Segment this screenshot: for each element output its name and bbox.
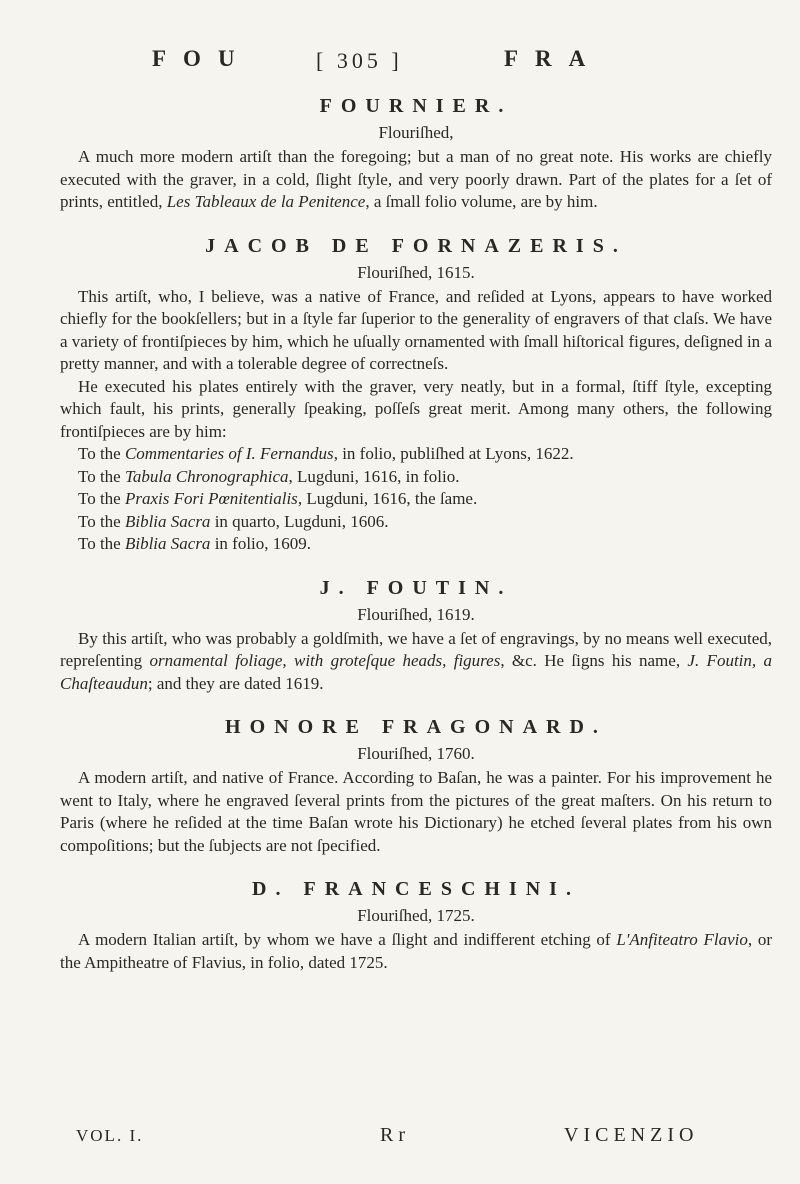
body-paragraph (60, 929, 772, 974)
page-number: [ 305 ] (316, 48, 403, 73)
artist-name-heading: D. FRANCESCHINI. (252, 878, 580, 900)
italic-title: Les Tableaux de la Penitence (166, 192, 366, 211)
running-head-left: FOU (152, 46, 252, 71)
artist-entry (60, 713, 772, 857)
text-run: To the (78, 534, 125, 553)
text-run: ; and they are dated 1619. (147, 673, 324, 693)
text-run: To the (78, 489, 125, 508)
works-list-item (60, 511, 772, 534)
text-run: To the (78, 444, 125, 463)
body-paragraph (60, 767, 772, 857)
works-list-item (60, 488, 772, 511)
italic-title: J. Foutin, a Chaſteaudun (60, 651, 772, 693)
running-head (0, 40, 800, 80)
body-paragraph (60, 628, 772, 696)
catchword: VICENZIO (564, 1124, 699, 1146)
text-run: , Lugduni, 1616, in folio. (288, 466, 460, 486)
italic-title: Commentaries of I. Fernandus (124, 444, 334, 463)
works-list-item (60, 443, 772, 466)
page-body (60, 92, 772, 974)
text-run: , &c. He ſigns his name, (500, 651, 688, 670)
italic-title: Tabula Chronographica (124, 466, 289, 486)
works-list-item (60, 466, 772, 489)
text-run: , a ſmall folio volume, are by him. (365, 192, 598, 211)
volume-label: VOL. I. (76, 1126, 144, 1145)
text-run: , or the Ampitheatre of Flavius, in folio, dated 1725. (60, 930, 772, 972)
signature-mark: R r (380, 1124, 405, 1146)
text-run: By this artiſt, who was probably a goldſmith, we have a ſet of engravings, by no means well executed, repreſenting (60, 628, 772, 670)
flourished-date: Flouriſhed, 1760. (357, 744, 475, 763)
works-list-item (60, 533, 772, 556)
text-run: He executed his plates entirely with the graver, very neatly, but in a formal, ſtiff ſtyle, excepting which fault, his prints, generally ſpeaking, poſſeſs great merit. Among many others, the following frontiſpieces are by him: (60, 376, 772, 441)
artist-entry (60, 574, 772, 696)
artist-name-heading: FOURNIER. (319, 95, 513, 117)
works-list (60, 443, 772, 556)
artist-name-heading: HONORE FRAGONARD. (225, 716, 607, 738)
text-run: A modern Italian artiſt, by whom we have a ſlight and indifferent etching of (78, 930, 617, 949)
flourished-date: Flouriſhed, 1615. (357, 262, 475, 282)
text-run: A modern artiſt, and native of France. According to Baſan, he was a painter. For his improvement he went to Italy, where he engraved ſeveral prints from the pictures of the great maſters. On his return to Paris (where he reſided at the time Baſan wrote his Dictionary) he etched ſeveral plates from his own compoſitions; but the ſubjects are not ſpecified. (60, 768, 772, 855)
text-run: To the (78, 511, 125, 531)
text-run: A much more modern artiſt than the foregoing; but a man of no great note. His works are chiefly executed with the graver, in a cold, ſlight ſtyle, and very poorly drawn. Part of the plates for a ſet of prints, entitled, (60, 147, 772, 211)
body-paragraph (60, 286, 772, 376)
text-run: , in folio, publiſhed at Lyons, 1622. (333, 444, 574, 463)
text-run: This artiſt, who, I believe, was a native of France, and reſided at Lyons, appears to have worked chiefly for the bookſellers; but in a ſtyle far ſuperior to the generality of engravers of that claſs. We have a variety of frontiſpieces by him, which he uſually ornamented with ſmall hiſtorical figures, deſigned in a pretty manner, and with a tolerable degree of correctneſs. (60, 286, 772, 373)
italic-title: Praxis Fori Pœnitentialis (124, 489, 298, 508)
page-footer (0, 1124, 800, 1154)
text-run: To the (78, 466, 125, 486)
italic-title: ornamental foliage, with groteſque heads, figures (149, 651, 501, 670)
artist-name-heading: JACOB DE FORNAZERIS. (205, 234, 627, 257)
text-run: , Lugduni, 1616, the ſame. (297, 489, 478, 508)
artist-name-heading: J. FOUTIN. (319, 576, 513, 599)
flourished-date: Flouriſhed, (378, 123, 454, 142)
italic-title: Biblia Sacra (124, 511, 211, 531)
text-run: in folio, 1609. (210, 534, 312, 553)
italic-title: Biblia Sacra (124, 534, 211, 553)
artist-entry (60, 232, 772, 556)
text-run: in quarto, Lugduni, 1606. (210, 511, 389, 531)
body-paragraph (60, 146, 772, 214)
italic-title: L'Anfiteatro Flavio (616, 930, 748, 949)
running-head-right: FRA (504, 46, 603, 71)
artist-entry (60, 92, 772, 214)
artist-entry (60, 875, 772, 974)
flourished-date: Flouriſhed, 1725. (357, 906, 475, 925)
flourished-date: Flouriſhed, 1619. (357, 604, 475, 624)
body-paragraph (60, 376, 772, 444)
